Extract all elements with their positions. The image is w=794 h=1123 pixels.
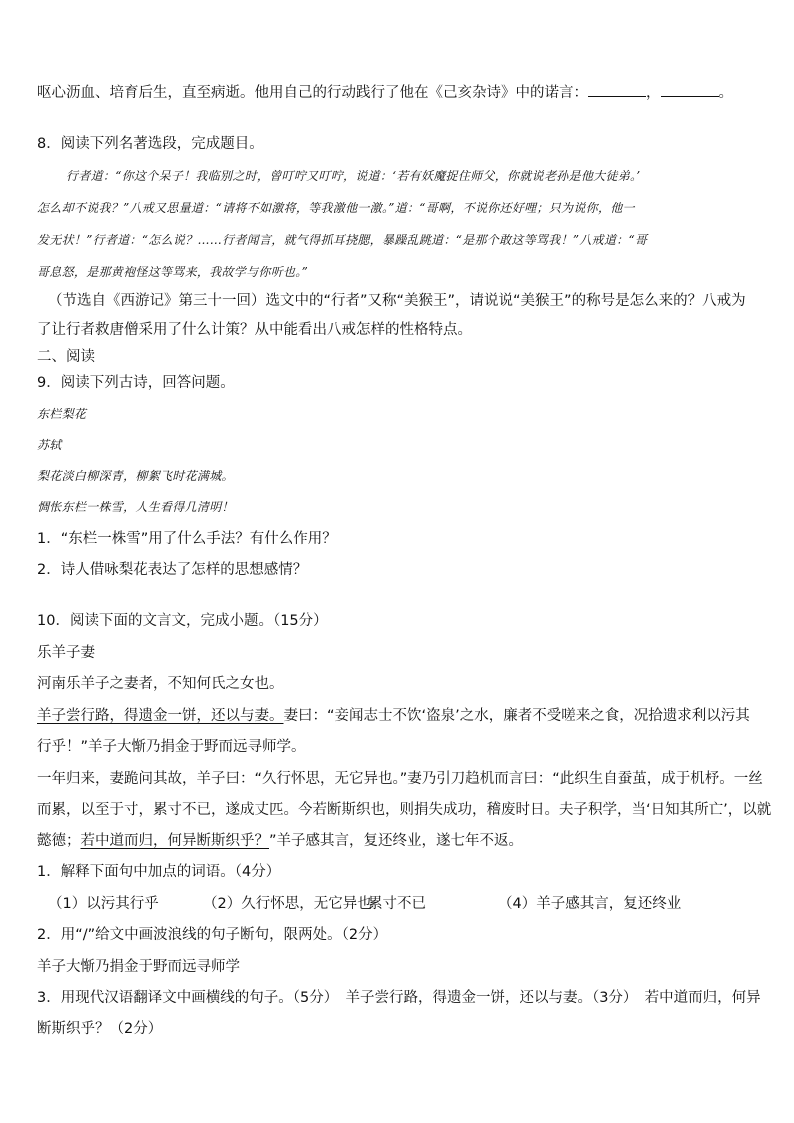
poem-line-1: 梨花淡白柳深青，柳絮飞时花满城。 [37, 469, 234, 483]
q9-sub-question-1: 1．“东栏一株雪”用了什么手法？有什么作用？ [37, 531, 337, 547]
passage-paragraph-2-line-2: 行乎！”羊子大惭乃捐金于野而远寻师学。 [37, 739, 306, 755]
poem-line-2: 惆怅东栏一株雪，人生看得几清明！ [37, 500, 234, 514]
intro-end: 。 [718, 85, 733, 101]
q9-sub-question-2: 2．诗人借咏梨花表达了怎样的思想感情？ [37, 562, 308, 578]
q8-passage-line-1: 行者道：“你这个呆子！我临别之时，曾叮咛又叮咛，说道：‘若有妖魔捉住师父，你就说老孙是他大徒弟。’ [66, 169, 641, 183]
underlined-sentence-2: 若中道而归，何异断斯织乎？ [80, 833, 269, 849]
word-item-4: （4）羊子感其言，复还终业 [498, 896, 682, 912]
passage-paragraph-3-line-1: 一年归来，妻跪问其故，羊子曰：“久行怀思，无它异也。”妻乃引刀趋机而言曰：“此织生自蚕茧，成于机杼。一丝 [37, 771, 763, 787]
passage-title: 乐羊子妻 [37, 645, 95, 661]
word-item-2: （2）久行怀思，无它异也 [203, 896, 372, 912]
intro-separator: ， [646, 85, 661, 101]
word-item-1: （1）以污其行乎 [48, 896, 159, 912]
paragraph-3-text-b: ”羊子感其言，复还终业，遂七年不返。 [269, 833, 524, 849]
passage-paragraph-2-line-1 [37, 706, 759, 726]
paragraph-2-continuation: 妻曰：“妾闻志士不饮‘盗泉’之水，廉者不受嗟来之食，况拾遗求利以污其 [283, 708, 750, 724]
poem-title: 东栏梨花 [37, 407, 87, 421]
q10-sub-question-3-line-2: 断斯织乎？（2分） [37, 1021, 163, 1037]
q10-sub-question-1-items [48, 894, 770, 914]
section-heading: 二、阅读 [37, 349, 95, 365]
intro-line [37, 82, 759, 103]
underlined-sentence-1: 羊子尝行路，得遗金一饼，还以与妻。 [37, 708, 284, 724]
q10-sub-question-3-line-1: 3．用现代汉语翻译文中画横线的句子。（5分） 羊子尝行路，得遗金一饼，还以与妻。（3分） 若中道而归，何异 [37, 990, 761, 1006]
q10-sub-question-2: 2．用“/”给文中画波浪线的句子断句，限两处。（2分） [37, 927, 388, 943]
q10-sub-question-1: 1．解释下面句中加点的词语。（4分） [37, 864, 281, 880]
poem-author: 苏轼 [37, 438, 62, 452]
passage-paragraph-3-line-2: 而累，以至于寸，累寸不已，遂成丈匹。今若断斯织也，则捐失成功，稽废时日。夫子积学，当‘日知其所亡’，以就 [37, 802, 772, 818]
q8-heading: 8．阅读下列名著选段，完成题目。 [37, 136, 264, 152]
q8-passage-line-2: 怎么却不说我？”八戒又思量道：“请将不如激将，等我激他一激。”道：“哥啊，不说你还好哩；只为说你，他一 [37, 201, 635, 215]
paragraph-3-text-a: 懿德； [37, 833, 81, 849]
passage-paragraph-3-line-3 [37, 831, 759, 851]
q8-passage-line-4: 哥息怒，是那黄袍怪这等骂来，我故学与你听也。” [37, 265, 309, 279]
answer-blank-2[interactable] [661, 82, 719, 97]
q10-sub-question-2-sentence: 羊子大惭乃捐金于野而远寻师学 [37, 959, 240, 975]
q10-heading: 10．阅读下面的文言文，完成小题。（15分） [37, 613, 328, 629]
q8-question-line-2: 了让行者救唐僧采用了什么计策？从中能看出八戒怎样的性格特点。 [37, 322, 472, 338]
answer-blank-1[interactable] [588, 82, 646, 97]
word-item-3: 累寸不已 [368, 896, 426, 912]
q9-heading: 9．阅读下列古诗，回答问题。 [37, 375, 235, 391]
intro-text: 呕心沥血、培育后生，直至病逝。他用自己的行动践行了他在《己亥杂诗》中的诺言： [37, 85, 588, 101]
q8-question-line-1: （节选自《西游记》第三十一回）选文中的“行者”又称“美猴王”，请说说“美猴王”的称号是怎么来的？八戒为 [48, 293, 746, 309]
q8-passage-line-3: 发无状！”行者道：“怎么说？……行者闻言，就气得抓耳挠腮，暴躁乱跳道：“是那个敢这等骂我！”八戒道：“哥 [37, 233, 648, 247]
passage-paragraph-1: 河南乐羊子之妻者，不知何氏之女也。 [37, 676, 284, 692]
